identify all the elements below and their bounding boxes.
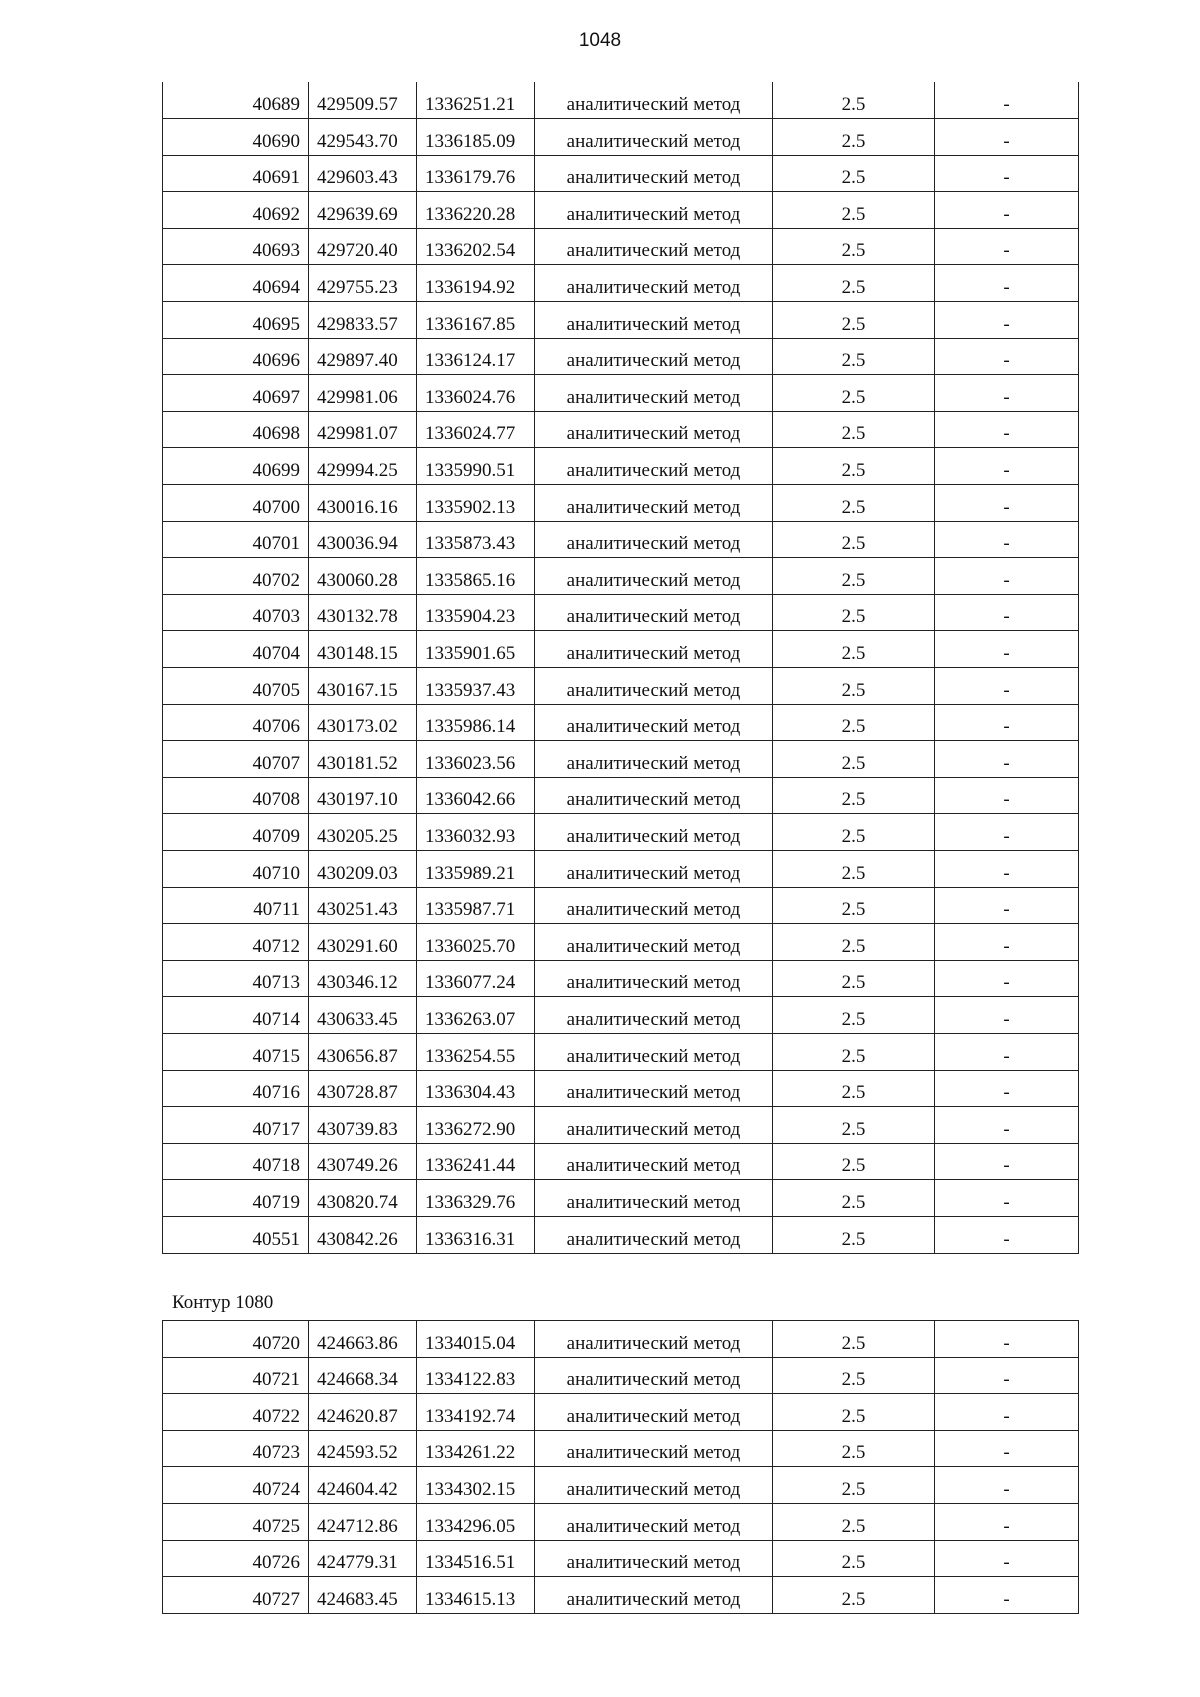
x-coordinate-cell: 430197.10 bbox=[309, 777, 417, 814]
point-number-cell: 40702 bbox=[163, 558, 309, 595]
table-row bbox=[163, 777, 1079, 814]
table-row bbox=[163, 82, 1079, 119]
method-cell: аналитический метод bbox=[535, 1216, 773, 1253]
y-coordinate-cell: 1336042.66 bbox=[417, 777, 535, 814]
accuracy-cell: 2.5 bbox=[773, 448, 935, 485]
method-cell: аналитический метод bbox=[535, 1180, 773, 1217]
accuracy-cell: 2.5 bbox=[773, 1180, 935, 1217]
accuracy-cell: 2.5 bbox=[773, 1216, 935, 1253]
table-row bbox=[163, 704, 1079, 741]
x-coordinate-cell: 430205.25 bbox=[309, 814, 417, 851]
method-cell: аналитический метод bbox=[535, 485, 773, 522]
accuracy-cell: 2.5 bbox=[773, 631, 935, 668]
description-cell: - bbox=[935, 631, 1079, 668]
description-cell: - bbox=[935, 411, 1079, 448]
x-coordinate-cell: 429543.70 bbox=[309, 119, 417, 156]
coordinates-table bbox=[162, 82, 1079, 1254]
table-row bbox=[163, 1540, 1079, 1577]
x-coordinate-cell: 429994.25 bbox=[309, 448, 417, 485]
table-row bbox=[163, 1430, 1079, 1467]
description-cell: - bbox=[935, 668, 1079, 705]
point-number-cell: 40695 bbox=[163, 302, 309, 339]
x-coordinate-cell: 430173.02 bbox=[309, 704, 417, 741]
x-coordinate-cell: 430749.26 bbox=[309, 1143, 417, 1180]
description-cell: - bbox=[935, 1216, 1079, 1253]
x-coordinate-cell: 430820.74 bbox=[309, 1180, 417, 1217]
accuracy-cell: 2.5 bbox=[773, 887, 935, 924]
point-number-cell: 40692 bbox=[163, 192, 309, 229]
y-coordinate-cell: 1335873.43 bbox=[417, 521, 535, 558]
description-cell: - bbox=[935, 777, 1079, 814]
method-cell: аналитический метод bbox=[535, 521, 773, 558]
y-coordinate-cell: 1336263.07 bbox=[417, 997, 535, 1034]
accuracy-cell: 2.5 bbox=[773, 1467, 935, 1504]
x-coordinate-cell: 424604.42 bbox=[309, 1467, 417, 1504]
point-number-cell: 40694 bbox=[163, 265, 309, 302]
point-number-cell: 40716 bbox=[163, 1070, 309, 1107]
method-cell: аналитический метод bbox=[535, 1107, 773, 1144]
description-cell: - bbox=[935, 1394, 1079, 1431]
method-cell: аналитический метод bbox=[535, 668, 773, 705]
x-coordinate-cell: 429981.06 bbox=[309, 375, 417, 412]
y-coordinate-cell: 1336077.24 bbox=[417, 960, 535, 997]
point-number-cell: 40705 bbox=[163, 668, 309, 705]
accuracy-cell: 2.5 bbox=[773, 924, 935, 961]
x-coordinate-cell: 430181.52 bbox=[309, 741, 417, 778]
table-row bbox=[163, 1216, 1079, 1253]
method-cell: аналитический метод bbox=[535, 704, 773, 741]
description-cell: - bbox=[935, 1033, 1079, 1070]
point-number-cell: 40696 bbox=[163, 338, 309, 375]
y-coordinate-cell: 1335901.65 bbox=[417, 631, 535, 668]
point-number-cell: 40704 bbox=[163, 631, 309, 668]
description-cell: - bbox=[935, 448, 1079, 485]
point-number-cell: 40722 bbox=[163, 1394, 309, 1431]
table-row bbox=[163, 997, 1079, 1034]
description-cell: - bbox=[935, 82, 1079, 119]
method-cell: аналитический метод bbox=[535, 558, 773, 595]
description-cell: - bbox=[935, 997, 1079, 1034]
table-row bbox=[163, 1070, 1079, 1107]
method-cell: аналитический метод bbox=[535, 1430, 773, 1467]
y-coordinate-cell: 1334302.15 bbox=[417, 1467, 535, 1504]
contour-1080-table-body bbox=[163, 1321, 1079, 1614]
table-row bbox=[163, 1357, 1079, 1394]
y-coordinate-cell: 1334015.04 bbox=[417, 1321, 535, 1358]
description-cell: - bbox=[935, 485, 1079, 522]
x-coordinate-cell: 424779.31 bbox=[309, 1540, 417, 1577]
point-number-cell: 40720 bbox=[163, 1321, 309, 1358]
y-coordinate-cell: 1335987.71 bbox=[417, 887, 535, 924]
point-number-cell: 40718 bbox=[163, 1143, 309, 1180]
description-cell: - bbox=[935, 1430, 1079, 1467]
method-cell: аналитический метод bbox=[535, 375, 773, 412]
accuracy-cell: 2.5 bbox=[773, 960, 935, 997]
x-coordinate-cell: 429639.69 bbox=[309, 192, 417, 229]
table-row bbox=[163, 850, 1079, 887]
method-cell: аналитический метод bbox=[535, 228, 773, 265]
description-cell: - bbox=[935, 1467, 1079, 1504]
x-coordinate-cell: 429603.43 bbox=[309, 155, 417, 192]
y-coordinate-cell: 1336329.76 bbox=[417, 1180, 535, 1217]
point-number-cell: 40725 bbox=[163, 1503, 309, 1540]
x-coordinate-cell: 430167.15 bbox=[309, 668, 417, 705]
method-cell: аналитический метод bbox=[535, 1070, 773, 1107]
method-cell: аналитический метод bbox=[535, 411, 773, 448]
table-row bbox=[163, 1321, 1079, 1358]
y-coordinate-cell: 1334122.83 bbox=[417, 1357, 535, 1394]
description-cell: - bbox=[935, 1143, 1079, 1180]
accuracy-cell: 2.5 bbox=[773, 1143, 935, 1180]
method-cell: аналитический метод bbox=[535, 1577, 773, 1614]
point-number-cell: 40709 bbox=[163, 814, 309, 851]
method-cell: аналитический метод bbox=[535, 448, 773, 485]
point-number-cell: 40690 bbox=[163, 119, 309, 156]
description-cell: - bbox=[935, 814, 1079, 851]
method-cell: аналитический метод bbox=[535, 155, 773, 192]
x-coordinate-cell: 430291.60 bbox=[309, 924, 417, 961]
x-coordinate-cell: 430633.45 bbox=[309, 997, 417, 1034]
table-row bbox=[163, 1180, 1079, 1217]
table-row bbox=[163, 375, 1079, 412]
point-number-cell: 40699 bbox=[163, 448, 309, 485]
y-coordinate-cell: 1335986.14 bbox=[417, 704, 535, 741]
x-coordinate-cell: 429981.07 bbox=[309, 411, 417, 448]
y-coordinate-cell: 1336220.28 bbox=[417, 192, 535, 229]
x-coordinate-cell: 430842.26 bbox=[309, 1216, 417, 1253]
page-number: 1048 bbox=[578, 30, 622, 51]
point-number-cell: 40723 bbox=[163, 1430, 309, 1467]
description-cell: - bbox=[935, 119, 1079, 156]
x-coordinate-cell: 429720.40 bbox=[309, 228, 417, 265]
y-coordinate-cell: 1336202.54 bbox=[417, 228, 535, 265]
description-cell: - bbox=[935, 228, 1079, 265]
x-coordinate-cell: 429833.57 bbox=[309, 302, 417, 339]
x-coordinate-cell: 424620.87 bbox=[309, 1394, 417, 1431]
method-cell: аналитический метод bbox=[535, 594, 773, 631]
method-cell: аналитический метод bbox=[535, 338, 773, 375]
table-row bbox=[163, 1503, 1079, 1540]
description-cell: - bbox=[935, 1577, 1079, 1614]
description-cell: - bbox=[935, 192, 1079, 229]
x-coordinate-cell: 430132.78 bbox=[309, 594, 417, 631]
y-coordinate-cell: 1335989.21 bbox=[417, 850, 535, 887]
point-number-cell: 40706 bbox=[163, 704, 309, 741]
accuracy-cell: 2.5 bbox=[773, 155, 935, 192]
accuracy-cell: 2.5 bbox=[773, 1540, 935, 1577]
description-cell: - bbox=[935, 594, 1079, 631]
point-number-cell: 40724 bbox=[163, 1467, 309, 1504]
y-coordinate-cell: 1335990.51 bbox=[417, 448, 535, 485]
y-coordinate-cell: 1335937.43 bbox=[417, 668, 535, 705]
table-row bbox=[163, 1577, 1079, 1614]
accuracy-cell: 2.5 bbox=[773, 302, 935, 339]
accuracy-cell: 2.5 bbox=[773, 814, 935, 851]
x-coordinate-cell: 430209.03 bbox=[309, 850, 417, 887]
description-cell: - bbox=[935, 1321, 1079, 1358]
table-row bbox=[163, 924, 1079, 961]
y-coordinate-cell: 1334192.74 bbox=[417, 1394, 535, 1431]
accuracy-cell: 2.5 bbox=[773, 558, 935, 595]
method-cell: аналитический метод bbox=[535, 1394, 773, 1431]
method-cell: аналитический метод bbox=[535, 82, 773, 119]
table-row bbox=[163, 155, 1079, 192]
description-cell: - bbox=[935, 1180, 1079, 1217]
table-row bbox=[163, 814, 1079, 851]
point-number-cell: 40707 bbox=[163, 741, 309, 778]
table-row bbox=[163, 887, 1079, 924]
accuracy-cell: 2.5 bbox=[773, 411, 935, 448]
table-row bbox=[163, 594, 1079, 631]
table-row bbox=[163, 668, 1079, 705]
description-cell: - bbox=[935, 265, 1079, 302]
method-cell: аналитический метод bbox=[535, 924, 773, 961]
table-row bbox=[163, 448, 1079, 485]
description-cell: - bbox=[935, 1540, 1079, 1577]
accuracy-cell: 2.5 bbox=[773, 82, 935, 119]
y-coordinate-cell: 1334261.22 bbox=[417, 1430, 535, 1467]
y-coordinate-cell: 1336185.09 bbox=[417, 119, 535, 156]
y-coordinate-cell: 1336304.43 bbox=[417, 1070, 535, 1107]
method-cell: аналитический метод bbox=[535, 1033, 773, 1070]
method-cell: аналитический метод bbox=[535, 1321, 773, 1358]
y-coordinate-cell: 1336179.76 bbox=[417, 155, 535, 192]
x-coordinate-cell: 424712.86 bbox=[309, 1503, 417, 1540]
point-number-cell: 40717 bbox=[163, 1107, 309, 1144]
description-cell: - bbox=[935, 375, 1079, 412]
accuracy-cell: 2.5 bbox=[773, 265, 935, 302]
point-number-cell: 40727 bbox=[163, 1577, 309, 1614]
accuracy-cell: 2.5 bbox=[773, 1503, 935, 1540]
accuracy-cell: 2.5 bbox=[773, 1070, 935, 1107]
accuracy-cell: 2.5 bbox=[773, 485, 935, 522]
accuracy-cell: 2.5 bbox=[773, 997, 935, 1034]
table-row bbox=[163, 1467, 1079, 1504]
table-row bbox=[163, 631, 1079, 668]
method-cell: аналитический метод bbox=[535, 1503, 773, 1540]
method-cell: аналитический метод bbox=[535, 1540, 773, 1577]
y-coordinate-cell: 1334615.13 bbox=[417, 1577, 535, 1614]
x-coordinate-cell: 430739.83 bbox=[309, 1107, 417, 1144]
x-coordinate-cell: 424663.86 bbox=[309, 1321, 417, 1358]
description-cell: - bbox=[935, 302, 1079, 339]
y-coordinate-cell: 1336025.70 bbox=[417, 924, 535, 961]
table-row bbox=[163, 228, 1079, 265]
y-coordinate-cell: 1336024.77 bbox=[417, 411, 535, 448]
accuracy-cell: 2.5 bbox=[773, 1357, 935, 1394]
point-number-cell: 40714 bbox=[163, 997, 309, 1034]
table-row bbox=[163, 741, 1079, 778]
y-coordinate-cell: 1336251.21 bbox=[417, 82, 535, 119]
table-row bbox=[163, 521, 1079, 558]
y-coordinate-cell: 1336024.76 bbox=[417, 375, 535, 412]
point-number-cell: 40712 bbox=[163, 924, 309, 961]
method-cell: аналитический метод bbox=[535, 814, 773, 851]
accuracy-cell: 2.5 bbox=[773, 850, 935, 887]
method-cell: аналитический метод bbox=[535, 1467, 773, 1504]
accuracy-cell: 2.5 bbox=[773, 192, 935, 229]
point-number-cell: 40711 bbox=[163, 887, 309, 924]
point-number-cell: 40719 bbox=[163, 1180, 309, 1217]
accuracy-cell: 2.5 bbox=[773, 1430, 935, 1467]
point-number-cell: 40715 bbox=[163, 1033, 309, 1070]
y-coordinate-cell: 1336272.90 bbox=[417, 1107, 535, 1144]
point-number-cell: 40726 bbox=[163, 1540, 309, 1577]
description-cell: - bbox=[935, 704, 1079, 741]
x-coordinate-cell: 430656.87 bbox=[309, 1033, 417, 1070]
point-number-cell: 40700 bbox=[163, 485, 309, 522]
y-coordinate-cell: 1336241.44 bbox=[417, 1143, 535, 1180]
method-cell: аналитический метод bbox=[535, 850, 773, 887]
accuracy-cell: 2.5 bbox=[773, 1321, 935, 1358]
accuracy-cell: 2.5 bbox=[773, 1394, 935, 1431]
table-row bbox=[163, 1107, 1079, 1144]
point-number-cell: 40691 bbox=[163, 155, 309, 192]
table-row bbox=[163, 338, 1079, 375]
accuracy-cell: 2.5 bbox=[773, 1577, 935, 1614]
point-number-cell: 40713 bbox=[163, 960, 309, 997]
x-coordinate-cell: 430060.28 bbox=[309, 558, 417, 595]
y-coordinate-cell: 1336032.93 bbox=[417, 814, 535, 851]
contour-1080-table bbox=[162, 1320, 1079, 1614]
accuracy-cell: 2.5 bbox=[773, 704, 935, 741]
x-coordinate-cell: 430016.16 bbox=[309, 485, 417, 522]
description-cell: - bbox=[935, 1107, 1079, 1144]
contour-label: Контур 1080 bbox=[172, 1292, 274, 1313]
method-cell: аналитический метод bbox=[535, 265, 773, 302]
table-row bbox=[163, 1394, 1079, 1431]
point-number-cell: 40551 bbox=[163, 1216, 309, 1253]
table-row bbox=[163, 119, 1079, 156]
description-cell: - bbox=[935, 1357, 1079, 1394]
method-cell: аналитический метод bbox=[535, 887, 773, 924]
x-coordinate-cell: 430251.43 bbox=[309, 887, 417, 924]
accuracy-cell: 2.5 bbox=[773, 777, 935, 814]
method-cell: аналитический метод bbox=[535, 1357, 773, 1394]
x-coordinate-cell: 430346.12 bbox=[309, 960, 417, 997]
point-number-cell: 40698 bbox=[163, 411, 309, 448]
description-cell: - bbox=[935, 558, 1079, 595]
method-cell: аналитический метод bbox=[535, 1143, 773, 1180]
x-coordinate-cell: 430148.15 bbox=[309, 631, 417, 668]
y-coordinate-cell: 1335902.13 bbox=[417, 485, 535, 522]
description-cell: - bbox=[935, 521, 1079, 558]
method-cell: аналитический метод bbox=[535, 631, 773, 668]
x-coordinate-cell: 430728.87 bbox=[309, 1070, 417, 1107]
method-cell: аналитический метод bbox=[535, 192, 773, 229]
description-cell: - bbox=[935, 155, 1079, 192]
accuracy-cell: 2.5 bbox=[773, 1107, 935, 1144]
accuracy-cell: 2.5 bbox=[773, 668, 935, 705]
point-number-cell: 40721 bbox=[163, 1357, 309, 1394]
y-coordinate-cell: 1336194.92 bbox=[417, 265, 535, 302]
description-cell: - bbox=[935, 924, 1079, 961]
description-cell: - bbox=[935, 1503, 1079, 1540]
accuracy-cell: 2.5 bbox=[773, 594, 935, 631]
table-row bbox=[163, 485, 1079, 522]
y-coordinate-cell: 1334516.51 bbox=[417, 1540, 535, 1577]
method-cell: аналитический метод bbox=[535, 997, 773, 1034]
point-number-cell: 40703 bbox=[163, 594, 309, 631]
coordinates-table-body bbox=[163, 82, 1079, 1253]
description-cell: - bbox=[935, 338, 1079, 375]
accuracy-cell: 2.5 bbox=[773, 338, 935, 375]
table-row bbox=[163, 192, 1079, 229]
point-number-cell: 40697 bbox=[163, 375, 309, 412]
accuracy-cell: 2.5 bbox=[773, 1033, 935, 1070]
table-row bbox=[163, 1143, 1079, 1180]
table-row bbox=[163, 265, 1079, 302]
point-number-cell: 40701 bbox=[163, 521, 309, 558]
y-coordinate-cell: 1334296.05 bbox=[417, 1503, 535, 1540]
x-coordinate-cell: 424668.34 bbox=[309, 1357, 417, 1394]
point-number-cell: 40689 bbox=[163, 82, 309, 119]
x-coordinate-cell: 430036.94 bbox=[309, 521, 417, 558]
x-coordinate-cell: 429755.23 bbox=[309, 265, 417, 302]
method-cell: аналитический метод bbox=[535, 741, 773, 778]
table-row bbox=[163, 302, 1079, 339]
y-coordinate-cell: 1336023.56 bbox=[417, 741, 535, 778]
description-cell: - bbox=[935, 1070, 1079, 1107]
accuracy-cell: 2.5 bbox=[773, 521, 935, 558]
description-cell: - bbox=[935, 960, 1079, 997]
point-number-cell: 40708 bbox=[163, 777, 309, 814]
accuracy-cell: 2.5 bbox=[773, 741, 935, 778]
description-cell: - bbox=[935, 850, 1079, 887]
table-row bbox=[163, 558, 1079, 595]
y-coordinate-cell: 1336124.17 bbox=[417, 338, 535, 375]
accuracy-cell: 2.5 bbox=[773, 119, 935, 156]
method-cell: аналитический метод bbox=[535, 777, 773, 814]
accuracy-cell: 2.5 bbox=[773, 375, 935, 412]
y-coordinate-cell: 1335865.16 bbox=[417, 558, 535, 595]
x-coordinate-cell: 429509.57 bbox=[309, 82, 417, 119]
method-cell: аналитический метод bbox=[535, 302, 773, 339]
description-cell: - bbox=[935, 887, 1079, 924]
y-coordinate-cell: 1336167.85 bbox=[417, 302, 535, 339]
accuracy-cell: 2.5 bbox=[773, 228, 935, 265]
x-coordinate-cell: 424593.52 bbox=[309, 1430, 417, 1467]
point-number-cell: 40710 bbox=[163, 850, 309, 887]
x-coordinate-cell: 429897.40 bbox=[309, 338, 417, 375]
y-coordinate-cell: 1336254.55 bbox=[417, 1033, 535, 1070]
method-cell: аналитический метод bbox=[535, 960, 773, 997]
method-cell: аналитический метод bbox=[535, 119, 773, 156]
table-row bbox=[163, 1033, 1079, 1070]
table-row bbox=[163, 411, 1079, 448]
y-coordinate-cell: 1335904.23 bbox=[417, 594, 535, 631]
x-coordinate-cell: 424683.45 bbox=[309, 1577, 417, 1614]
point-number-cell: 40693 bbox=[163, 228, 309, 265]
description-cell: - bbox=[935, 741, 1079, 778]
table-row bbox=[163, 960, 1079, 997]
y-coordinate-cell: 1336316.31 bbox=[417, 1216, 535, 1253]
